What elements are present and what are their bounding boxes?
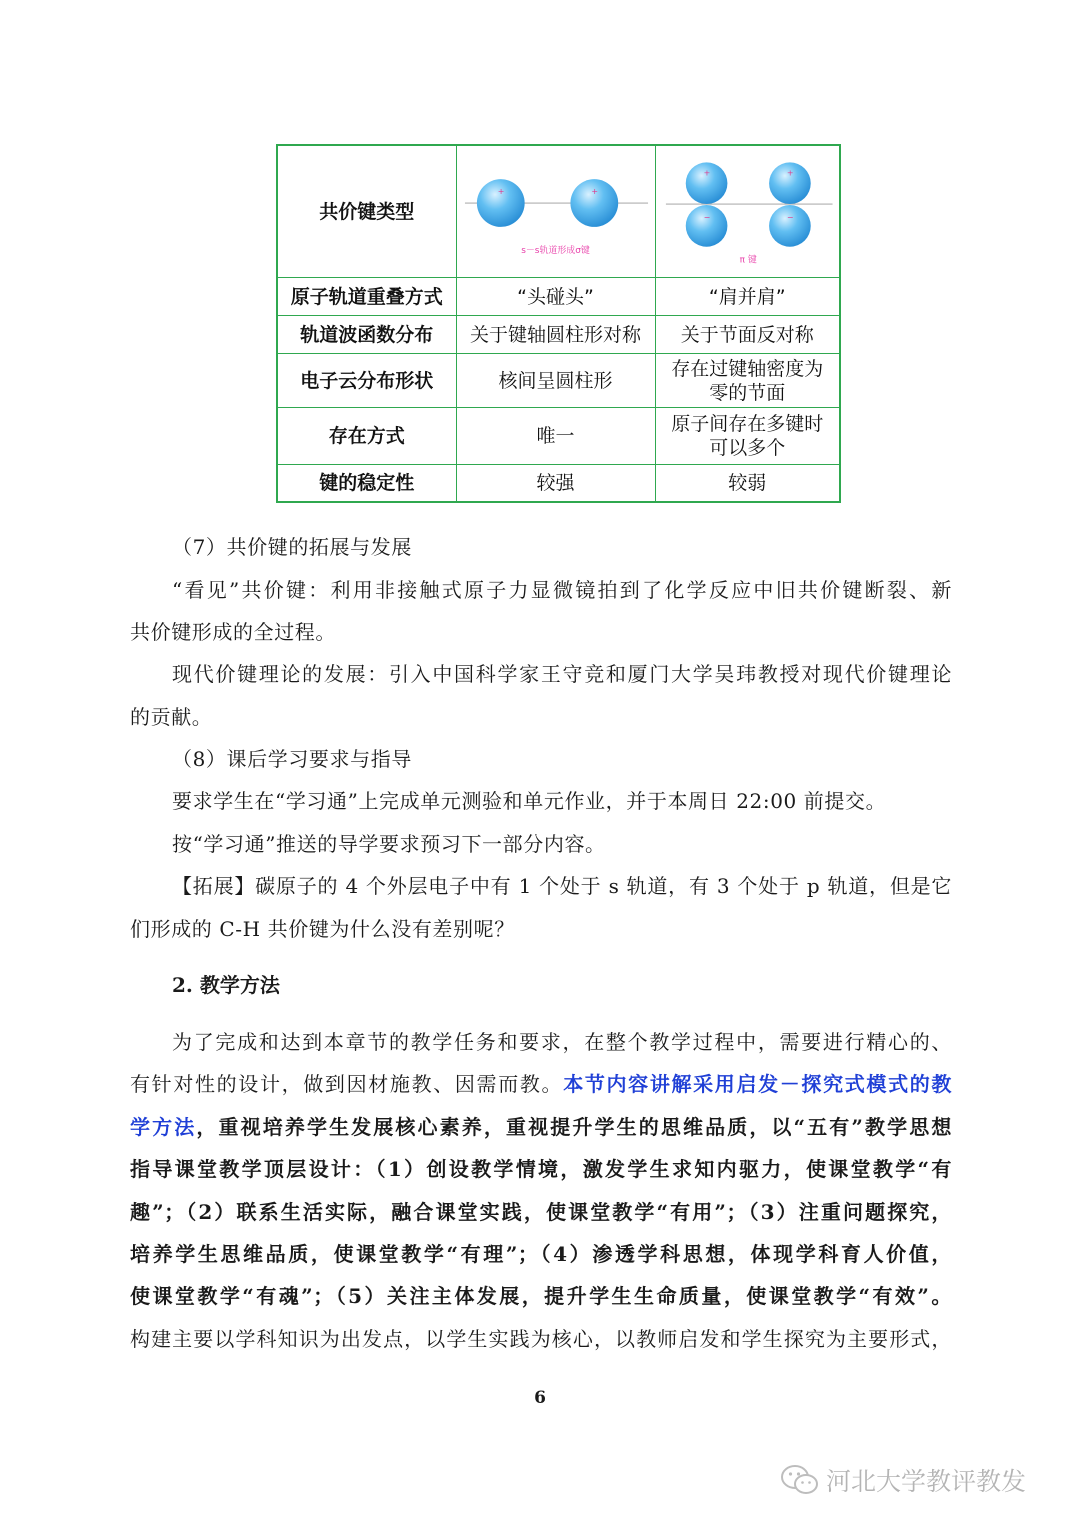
paragraph-line: 趣”；（2）联系生活实际，融合课堂实践，使课堂教学“有用”；（3）注重问题探究， (130, 1200, 952, 1224)
wechat-icon (780, 1463, 820, 1497)
row-label: 轨道波函数分布 (277, 316, 456, 354)
highlighted-text: 本节内容讲解采用启发－探究式模式的教 (563, 1072, 952, 1096)
paragraph-line: 的贡献。 (130, 705, 213, 729)
paragraph-line: 现代价键理论的发展：引入中国科学家王守竞和厦门大学吴玮教授对现代价键理论 (172, 662, 952, 686)
table-row (277, 408, 840, 465)
bold-text: ，重视培养学生发展核心素养，重视提升学生的思维品质，以“五有”教学思想 (196, 1115, 952, 1139)
paragraph-line: 按“学习通”推送的导学要求预习下一部分内容。 (172, 832, 606, 856)
table-row (277, 354, 840, 408)
paragraph-line: 使课堂教学“有魂”；（5）关注主体发展，提升学生生命质量，使课堂教学“有效”。 (130, 1284, 952, 1308)
row-label: 键的稳定性 (277, 465, 456, 503)
paragraph-line (130, 1114, 952, 1140)
pi-cell (655, 354, 840, 408)
pi-cell-line: 原子间存在多键时 (671, 413, 824, 435)
watermark-text: 河北大学教评教发 (826, 1467, 1027, 1496)
paragraph-line: 为了完成和达到本章节的教学任务和要求，在整个教学过程中，需要进行精心的、 (172, 1030, 952, 1054)
pi-bond-diagram (655, 145, 840, 278)
pi-caption: π 键 (739, 255, 757, 266)
extension-question-cont: 们形成的 C-H 共价键为什么没有差别呢？ (130, 917, 515, 941)
paragraph-line: 指导课堂教学顶层设计：（1）创设教学情境，激发学生求知内驱力，使课堂教学“有 (130, 1157, 952, 1181)
covalent-bond-comparison-table (276, 144, 841, 503)
sigma-cell: “头碰头” (456, 278, 655, 316)
plus-sign: + (703, 168, 710, 178)
row-label: 存在方式 (277, 408, 456, 465)
paragraph-line: 构建主要以学科知识为出发点，以学生实践为核心，以教师启发和学生探究为主要形式， (130, 1327, 952, 1351)
paragraph-line: “看见”共价键：利用非接触式原子力显微镜拍到了化学反应中旧共价键断裂、新 (172, 578, 952, 602)
p-lobe-lower-right (769, 205, 811, 247)
minus-sign: − (786, 212, 794, 222)
row-label: 电子云分布形状 (277, 354, 456, 408)
plus-sign: + (786, 168, 794, 178)
table-row (277, 278, 840, 316)
pi-cell: 较弱 (655, 465, 840, 503)
pi-cell (655, 408, 840, 465)
watermark (780, 1458, 1026, 1502)
sigma-orbital-illustration (457, 146, 655, 277)
sigma-caption: s－s轨道形成σ键 (520, 245, 590, 256)
pi-cell-line: 零的节面 (709, 381, 786, 404)
sigma-cell: 关于键轴圆柱形对称 (456, 316, 655, 354)
row-label: 共价键类型 (277, 145, 456, 278)
p-lobe-lower-left (685, 205, 727, 247)
minus-sign: − (703, 212, 710, 222)
row-label: 原子轨道重叠方式 (277, 278, 456, 316)
plus-sign: + (590, 187, 598, 197)
sigma-cell: 较强 (456, 465, 655, 503)
plus-sign: + (497, 187, 504, 197)
paragraph-line: 要求学生在“学习通”上完成单元测验和单元作业，并于本周日 22:00 前提交。 (172, 789, 887, 813)
sigma-cell: 核间呈圆柱形 (456, 354, 655, 408)
section-7-title: （7）共价键的拓展与发展 (172, 535, 412, 559)
paragraph-line: 培养学生思维品质，使课堂教学“有理”；（4）渗透学科思想，体现学科育人价值， (130, 1242, 952, 1266)
section-8-title: （8）课后学习要求与指导 (172, 747, 412, 771)
pi-cell: “肩并肩” (655, 278, 840, 316)
pi-orbital-illustration (656, 146, 840, 277)
table-row (277, 465, 840, 503)
extension-question: 【拓展】碳原子的 4 个外层电子中有 1 个处于 s 轨道，有 3 个处于 p 轨道，但是它 (172, 874, 952, 898)
sigma-bond-diagram (456, 145, 655, 278)
highlighted-text: 学方法 (130, 1115, 197, 1139)
section-heading: 2. 教学方法 (172, 973, 280, 997)
plain-text: 有针对性的设计，做到因材施教、因需而教。 (130, 1072, 564, 1096)
paragraph-line (130, 1071, 952, 1097)
paragraph-line: 共价键形成的全过程。 (130, 620, 336, 644)
sigma-cell: 唯一 (456, 408, 655, 465)
table-row (277, 316, 840, 354)
pi-cell: 关于节面反对称 (655, 316, 840, 354)
table-row (277, 145, 840, 278)
pi-cell-line: 存在过键轴密度为 (671, 357, 824, 380)
page-number: 6 (534, 1388, 546, 1408)
pi-cell-line: 可以多个 (709, 437, 786, 459)
